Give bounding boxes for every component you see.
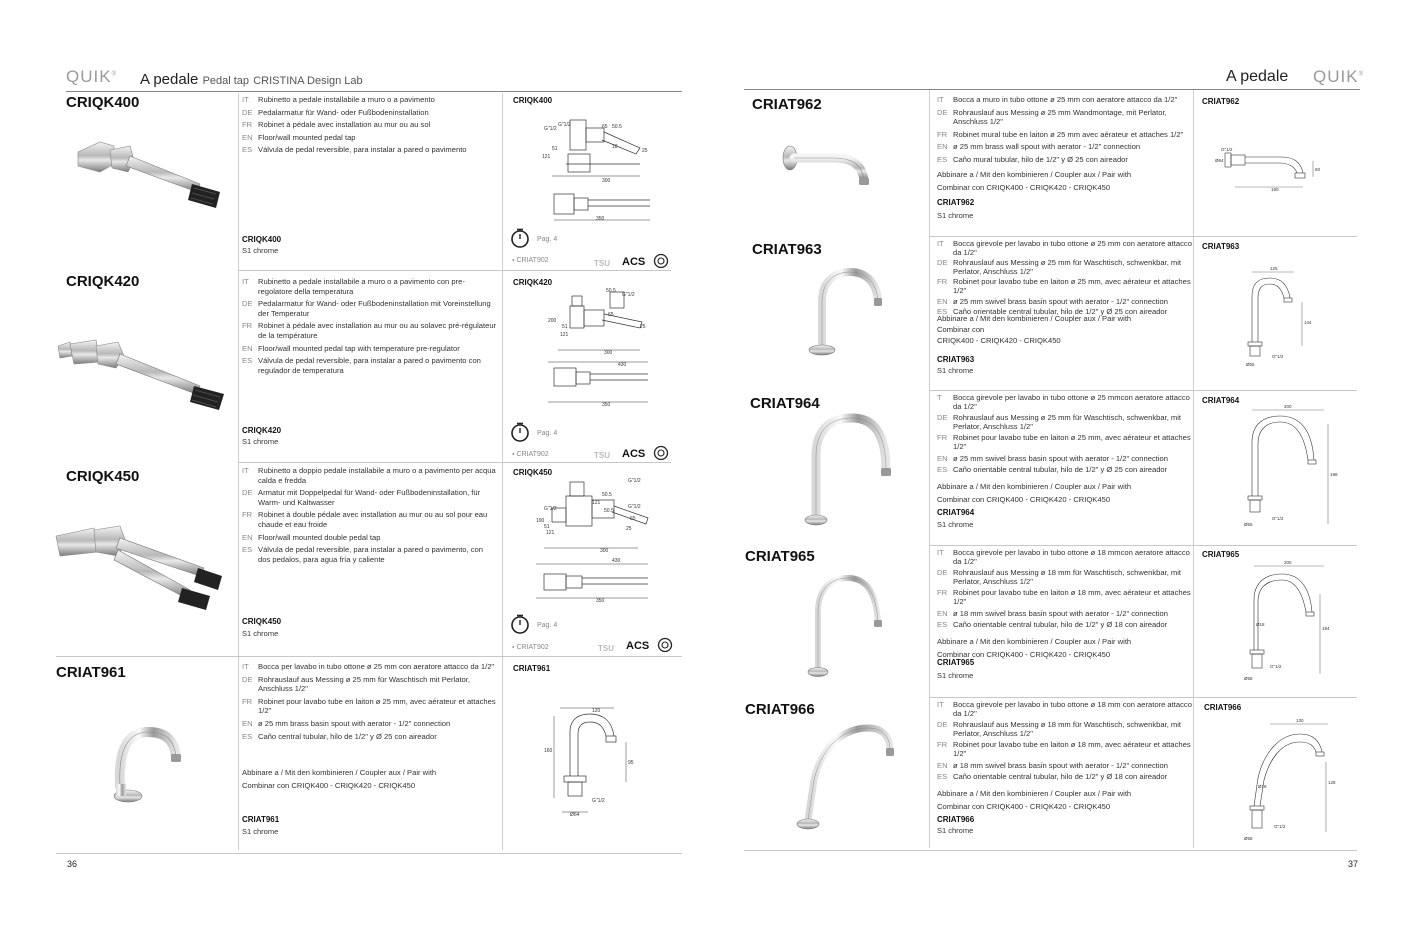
drawing-code: CRIAT961: [513, 664, 551, 673]
svg-text:65: 65: [608, 312, 614, 318]
drawing-code: CRIAT962: [1202, 97, 1240, 106]
product-description-criat963: IT Bocca girevole per lavabo in tubo ottone ø 25 mm con aeratore attacco da 1/2" DE Rohrauslauf aus Messing ø 25 mm für Waschtisch, schwenkbar, mit Perlator, Anschluss 1/2" FR Robinet pour lavabo tube en laiton ø 25 mm, avec aérateur et attaches 1/2" EN ø 25 mm swivel brass basin spout with aerator - 1/2" connection ES Caño orientable central tubular, hilo de 1/2" y Ø 25 con aireador: [937, 239, 1192, 317]
page-number: 37: [1348, 859, 1359, 869]
svg-text:198: 198: [1330, 472, 1338, 477]
technical-drawing-criat961: [540, 702, 640, 818]
svg-text:200: 200: [548, 318, 557, 324]
tsu-logo: TSU: [594, 451, 610, 460]
svg-text:128: 128: [1328, 780, 1336, 785]
svg-text:G"1/2: G"1/2: [1272, 516, 1284, 521]
svg-text:G"1/2: G"1/2: [622, 292, 635, 298]
combine-with-label: Combinar con CRIQK400 - CRIQK420 - CRIQK450: [937, 183, 1111, 192]
certification-icon: [657, 637, 673, 653]
svg-text:190: 190: [536, 518, 545, 524]
svg-text:51: 51: [552, 146, 558, 152]
svg-text:50.5: 50.5: [606, 288, 616, 294]
svg-text:430: 430: [612, 558, 621, 564]
page-number: 36: [67, 859, 78, 869]
svg-text:G"1/2: G"1/2: [544, 126, 557, 132]
sku-code: CRIQK450: [242, 617, 282, 626]
page-reference: Pag. 4: [537, 622, 558, 629]
sku-code: CRIAT964: [937, 508, 975, 517]
product-code: CRIQK450: [66, 468, 140, 485]
product-image-criqk400: [70, 112, 230, 212]
sku-code: CRIAT966: [937, 815, 975, 824]
combine-codes: CRIQK400 - CRIQK420 - CRIQK450: [937, 336, 1061, 345]
svg-text:430: 430: [618, 362, 627, 368]
related-code: ⬩ CRIAT902: [512, 644, 549, 651]
pair-with-label: Abbinare a / Mit den kombinieren / Coupler aux / Pair with: [242, 768, 437, 777]
svg-text:25: 25: [642, 148, 648, 154]
quik-logo: QUIK®: [1313, 67, 1364, 86]
pair-with-label: Abbinare a / Mit den kombinieren / Coupler aux / Pair with: [937, 314, 1132, 323]
sku-code: CRIAT962: [937, 198, 975, 207]
certification-icon: [653, 445, 669, 461]
sku-code: CRIQK420: [242, 426, 282, 435]
product-image-criat966: [790, 716, 900, 834]
product-code: CRIAT966: [745, 701, 815, 718]
tsu-logo: TSU: [598, 644, 614, 653]
svg-text:G"1/2: G"1/2: [1274, 824, 1286, 829]
product-description-criqk420: IT Rubinetto a pedale installabile a muro o a pavimento con pre-regolatore della temperatura DE Pedalarmatur für Wand- oder Fußbodeninstallation mit Voreinstellung der Temperatur FR Robinet à pédale avec installation au mur ou au solavec pré-régulateur de la température EN Floor/wall mounted pedal tap with temperature pre-regulator ES Válvula de pedal reversible, para instalar a pared o pavimento con regulador de temperatura: [242, 277, 497, 375]
drawing-code: CRIAT964: [1202, 396, 1240, 405]
product-image-criat962: [782, 140, 872, 192]
timer-icon: [509, 421, 531, 443]
product-code: CRIAT962: [752, 96, 822, 113]
timer-icon: [509, 227, 531, 249]
svg-text:65: 65: [602, 124, 608, 130]
svg-text:G"1/2: G"1/2: [1221, 147, 1233, 152]
finish-label: S1 chrome: [937, 211, 974, 220]
designer-credit: CRISTINA Design Lab: [253, 75, 363, 87]
product-description-criat965: IT Bocca girevole per lavabo in tubo ottone ø 18 mmcon aeratore attacco da 1/2" DE Rohrauslauf aus Messing ø 18 mm für Waschtisch, schwenkbar, mit Perlator, Anschluss 1/2" FR Robinet pour lavabo tube en laiton ø 18 mm, avec aérateur et attaches 1/2" EN ø 18 mm swivel brass basin spout with aerator - 1/2" connection ES Caño orientable central tubular, hilo de 1/2" y Ø 18 con aireador: [937, 548, 1191, 630]
product-description-criqk450: IT Rubinetto a doppio pedale installabile a muro o a pavimento per acqua calda e fredda DE Armatur mit Doppelpedal für Wand- oder Fußbodeninstallation, für Warm- und Kaltwasser FR Robinet à double pédale avec installation au mur ou au sol pour eau chaude et eau froide EN Floor/wall mounted double pedal tap ES Válvula de pedal reversible, para instalar a pared o pavimento, con dos pedalos, para agua fría y caliente: [242, 466, 496, 564]
svg-text:25: 25: [626, 526, 632, 532]
combine-with-label: Combinar con: [937, 325, 985, 334]
pair-with-label: Abbinare a / Mit den kombinieren / Coupler aux / Pair with: [937, 789, 1132, 798]
finish-label: S1 chrome: [242, 437, 279, 446]
technical-drawing-criat962: [1215, 145, 1325, 193]
product-description-criat966: IT Bocca girevole per lavabo in tubo ottone ø 18 mm con aeratore attacco da 1/2" DE Rohrauslauf aus Messing ø 18 mm für Waschtisch, schwenkbar, mit Perlator, Anschluss 1/2" FR Robinet pour lavabo tube en laiton ø 18 mm, avec aérateur et attaches 1/2" EN ø 18 mm swivel brass basin spout with aerator - 1/2" connection ES Caño orientable central tubular, hilo de 1/2" y Ø 18 con aireador: [937, 700, 1192, 782]
svg-text:G"1/2: G"1/2: [1272, 354, 1284, 359]
svg-text:125: 125: [1270, 266, 1278, 271]
tsu-logo: TSU: [594, 259, 610, 268]
sku-code: CRIQK400: [242, 235, 282, 244]
svg-text:18: 18: [612, 144, 618, 150]
svg-text:G"1/2: G"1/2: [628, 478, 641, 484]
certification-icon: [653, 253, 669, 269]
drawing-code: CRIAT966: [1204, 703, 1242, 712]
svg-text:200: 200: [1284, 560, 1292, 565]
technical-drawing-criat966: [1240, 716, 1340, 844]
technical-drawing-criqk450: [530, 478, 660, 604]
svg-text:50.5: 50.5: [612, 124, 622, 130]
svg-text:144: 144: [1304, 320, 1312, 325]
svg-text:65: 65: [630, 516, 636, 522]
svg-text:121: 121: [592, 500, 601, 506]
page-subtitle: Pedal tap: [202, 75, 250, 87]
svg-text:300: 300: [602, 178, 611, 184]
svg-text:50.5: 50.5: [602, 492, 612, 498]
page-title: A pedale: [1226, 68, 1289, 85]
svg-text:300: 300: [604, 350, 613, 356]
product-code: CRIAT961: [56, 664, 126, 681]
product-description-criqk400: IT Rubinetto a pedale installabile a muro o a pavimento DE Pedalarmatur für Wand- oder Fußbodeninstallation FR Robinet à pédale avec installation au mur ou au sol EN Floor/wall mounted pedal tap ES Válvula de pedal reversible, para instalar a pared o pavimento: [242, 95, 467, 155]
sku-code: CRIAT965: [937, 658, 975, 667]
svg-text:200: 200: [1284, 404, 1292, 409]
product-image-criat965: [800, 572, 890, 682]
quik-logo: QUIK®: [66, 67, 117, 86]
svg-text:130: 130: [1296, 718, 1304, 723]
finish-label: S1 chrome: [242, 246, 279, 255]
page-reference: Pag. 4: [537, 236, 558, 243]
technical-drawing-criqk420: [540, 288, 660, 406]
product-code: CRIQK420: [66, 273, 140, 290]
svg-text:G"1/2: G"1/2: [592, 798, 605, 804]
page-reference: Pag. 4: [537, 430, 558, 437]
svg-text:Ø55: Ø55: [1246, 362, 1255, 367]
drawing-code: CRIAT965: [1202, 550, 1240, 559]
product-code: CRIQK400: [66, 94, 140, 111]
svg-text:160: 160: [544, 748, 553, 754]
technical-drawing-criat964: [1238, 404, 1338, 528]
svg-text:Ø64: Ø64: [1215, 158, 1224, 163]
sku-code: CRIAT961: [242, 815, 280, 824]
svg-text:G"1/2: G"1/2: [1270, 664, 1282, 669]
technical-drawing-criat965: [1240, 560, 1340, 682]
pair-with-label: Abbinare a / Mit den kombinieren / Coupler aux / Pair with: [937, 482, 1132, 491]
product-code: CRIAT965: [745, 548, 815, 565]
svg-text:G"1/2: G"1/2: [628, 504, 641, 510]
product-code: CRIAT964: [750, 395, 820, 412]
page-title: A pedale Pedal tap CRISTINA Design Lab: [140, 71, 363, 88]
technical-drawing-criat963: [1238, 266, 1318, 370]
svg-text:Ø18: Ø18: [1256, 622, 1265, 627]
product-image-criat961: [110, 726, 182, 808]
drawing-code: CRIQK400: [513, 96, 553, 105]
product-image-criat964: [798, 410, 898, 530]
combine-with-label: Combinar con CRIQK400 - CRIQK420 - CRIQK450: [937, 650, 1111, 659]
acs-badge: ACS: [622, 256, 646, 268]
svg-text:120: 120: [592, 708, 601, 714]
finish-label: S1 chrome: [937, 826, 974, 835]
product-image-criqk420: [56, 334, 226, 414]
svg-text:Ø55: Ø55: [1244, 522, 1253, 527]
combine-with-label: Combinar con CRIQK400 - CRIQK420 - CRIQK450: [937, 802, 1111, 811]
svg-text:121: 121: [546, 530, 555, 536]
acs-badge: ACS: [626, 640, 650, 652]
finish-label: S1 chrome: [937, 671, 974, 680]
timer-icon: [509, 613, 531, 635]
pair-with-label: Abbinare a / Mit den kombinieren / Coupler aux / Pair with: [937, 637, 1132, 646]
svg-text:Ø58: Ø58: [1244, 676, 1253, 681]
related-code: ⬩ CRIAT902: [512, 257, 549, 264]
pair-with-label: Abbinare a / Mit den kombinieren / Coupler aux / Pair with: [937, 170, 1132, 179]
svg-text:121: 121: [542, 154, 551, 160]
svg-text:350: 350: [596, 216, 605, 222]
product-description-criat964: T Bocca girevole per lavabo in tubo ottone ø 25 mmcon aeratore attacco da 1/2" DE Rohrauslauf aus Messing ø 25 mm für Waschtisch, schwenkbar, mit Perlator, Anschluss 1/2" FR Robinet pour lavabo tube en laiton ø 25 mm, avec aérateur et attaches 1/2" EN ø 25 mm swivel brass basin spout with aerator - 1/2" connection ES Caño orientable central tubular, hilo de 1/2" y Ø 25 con aireador: [937, 393, 1191, 475]
svg-text:190: 190: [1271, 187, 1279, 192]
svg-text:194: 194: [1322, 626, 1330, 631]
finish-label: S1 chrome: [937, 520, 974, 529]
svg-text:Ø64: Ø64: [570, 812, 580, 818]
svg-text:350: 350: [596, 598, 605, 604]
product-description-criat961: IT Bocca per lavabo in tubo ottone ø 25 mm con aeratore attacco da 1/2" DE Rohrauslauf aus Messing ø 25 mm für Waschtisch mit Perlator, Anschluss 1/2" FR Robinet pour lavabo tube en laiton ø 25 mm, avec aérateur et attaches 1/2" EN ø 25 mm brass basin spout with aerator - 1/2" connection ES Caño central tubular, hilo de 1/2" y Ø 25 con aireador: [242, 662, 496, 741]
drawing-code: CRIQK450: [513, 468, 553, 477]
product-description-criat962: IT Bocca a muro in tubo ottone ø 25 mm con aeratore attacco da 1/2" DE Rohrauslauf aus Messing ø 25 mm Wandmontage, mit Perlator, Anschluss 1/2" FR Robinet mural tube en laiton ø 25 mm avec aérateur et attaches 1/2" EN ø 25 mm brass wall spout with aerator - 1/2" connection ES Caño mural tubular, hilo de 1/2" y Ø 25 con aireador: [937, 95, 1184, 164]
svg-text:50.5: 50.5: [604, 508, 614, 514]
svg-text:G"1/2: G"1/2: [544, 506, 557, 512]
svg-text:60: 60: [1315, 167, 1321, 172]
finish-label: S1 chrome: [242, 629, 279, 638]
svg-text:121: 121: [560, 332, 569, 338]
related-code: ⬩ CRIAT902: [512, 451, 549, 458]
drawing-code: CRIAT963: [1202, 242, 1240, 251]
svg-text:51: 51: [544, 524, 550, 530]
svg-text:Ø18: Ø18: [1258, 784, 1267, 789]
combine-with-label: Combinar con CRIQK400 - CRIQK420 - CRIQK450: [937, 495, 1111, 504]
finish-label: S1 chrome: [937, 366, 974, 375]
finish-label: S1 chrome: [242, 827, 279, 836]
product-image-criqk450: [54, 520, 224, 612]
drawing-code: CRIQK420: [513, 278, 553, 287]
product-code: CRIAT963: [752, 241, 822, 258]
svg-text:95: 95: [628, 760, 634, 766]
product-image-criat963: [800, 266, 888, 358]
technical-drawing-criqk400: [540, 108, 660, 226]
svg-text:25: 25: [640, 324, 646, 330]
svg-text:Ø58: Ø58: [1244, 836, 1253, 841]
combine-with-label: Combinar con CRIQK400 - CRIQK420 - CRIQK450: [242, 781, 416, 790]
svg-text:300: 300: [600, 548, 609, 554]
svg-text:G"1/2: G"1/2: [558, 122, 571, 128]
svg-text:51: 51: [562, 324, 568, 330]
svg-text:350: 350: [602, 402, 611, 408]
acs-badge: ACS: [622, 448, 646, 460]
sku-code: CRIAT963: [937, 355, 975, 364]
